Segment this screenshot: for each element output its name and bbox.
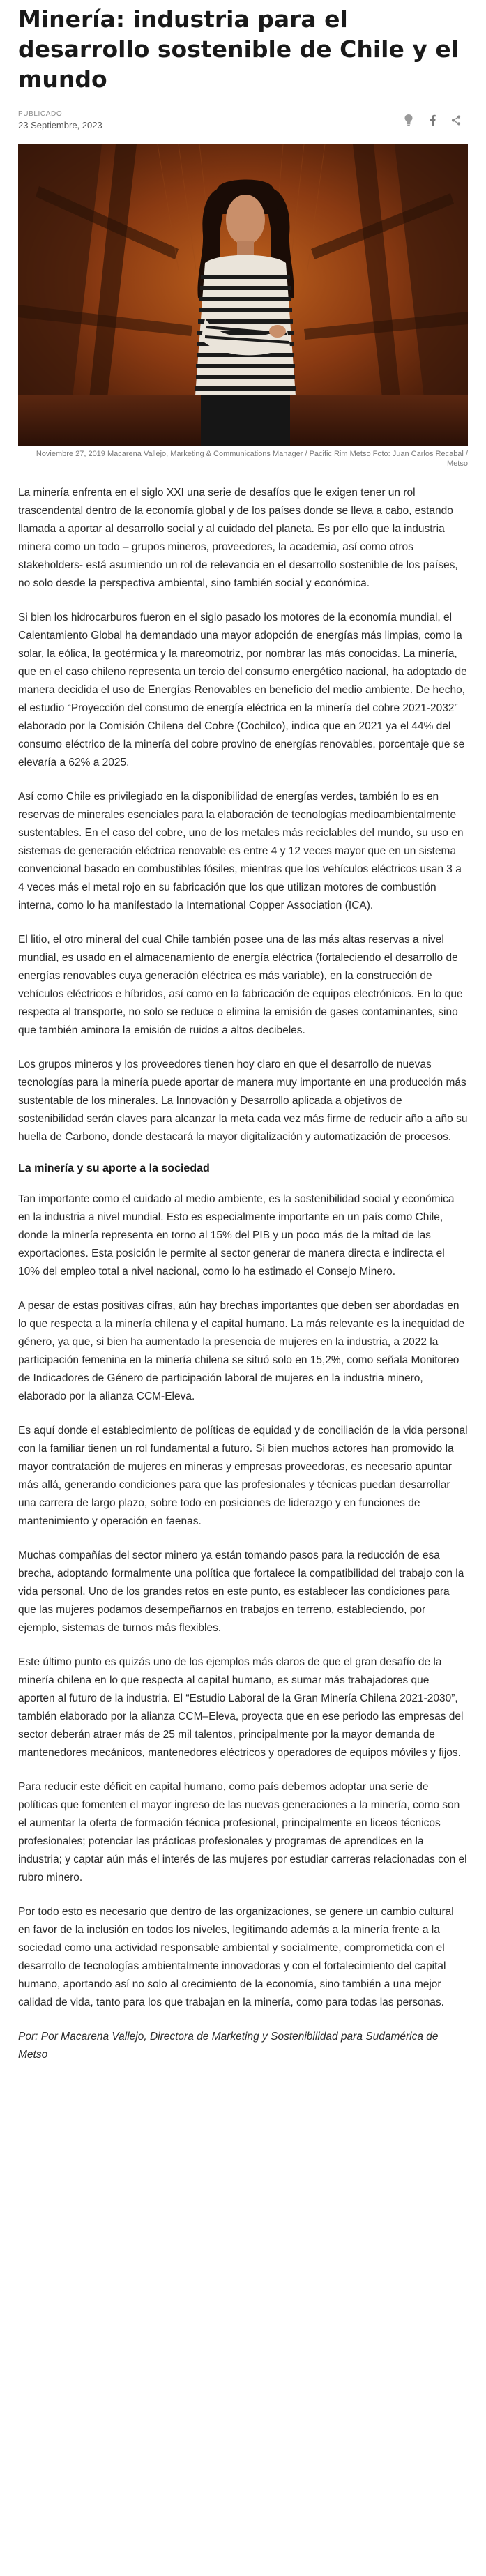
paragraph: Así como Chile es privilegiado en la disponibilidad de energías verdes, también lo es en reservas de minerales esenciales para la elaboración de tecnologías medioambientalmente sustentables. En el caso del cobre, uno de los metales más reciclables del mundo, su uso en sistemas de generación eléctrica renovable es entre 4 y 12 veces mayor que en un sistema convencional basado en combustibles fósiles, mientras que los vehículos eléctricos usan 3 a 4 veces más el metal rojo en su fabricación que los que utilizan motores de combustión interna, como lo ha manifestado la International Copper Association (ICA). — [18, 791, 464, 911]
paragraph: Si bien los hidrocarburos fueron en el siglo pasado los motores de la economía mundial, el Calentamiento Global ha demandado una mayor adopción de energías más limpias, como la solar, la eólica, la geotérmica y la mareomotriz, por nombrar las más conocidas. La minería, que en el caso chileno representa un tercio del consumo energético nacional, ha adoptado de manera decidida el uso de Energías Renovables en beneficio del medio ambiente. De hecho, el estudio “Proyección del consumo de energía eléctrica en la minería del cobre 2021-2032” elaborado por la Comisión Chilena del Cobre (Cochilco), indica que en 2021 ya el 44% del consumo eléctrico de la minería del cobre provino de energías renovables, porcentaje que se elevaría a 62% a 2025. — [18, 612, 467, 768]
article-title: Minería: industria para el desarrollo sostenible de Chile y el mundo — [18, 6, 460, 93]
section-heading: La minería y su aporte a la sociedad — [18, 1162, 210, 1174]
paragraph: Este último punto es quizás uno de los ejemplos más claros de que el gran desafío de la minería chilena en lo que respecta al capital humano, es sumar más trabajadores que aporten al futuro de la industria. El “Estudio Laboral de la Gran Minería Chilena 2021-2030”, también elaborado por la alianza CCM–Eleva, proyecta que en ese periodo las empresas del sector deberán atraer más de 25 mil talentos, principalmente por la mayor demanda de mantenedores mecánicos, mantenedores eléctricos y operadores de equipos móviles y fijos. — [18, 1656, 464, 1759]
share-icon[interactable] — [444, 109, 468, 130]
paragraph: Muchas compañías del sector minero ya están tomando pasos para la reducción de esa brecha, adoptando formalmente una política que fortalece la compatibilidad del trabajo con la vida personal. Uno de los grandes retos en este punto, es establecer las condiciones para que las mujeres podamos desempeñarnos en trabajos en terreno, estableciendo, por ejemplo, sistemas de turnos más flexibles. — [18, 1550, 464, 1634]
byline-prefix: Por: — [18, 2031, 41, 2043]
photo-caption: Noviembre 27, 2019 Macarena Vallejo, Marketing & Communications Manager / Pacific Rim Metso Foto: Juan Carlos Recabal / Metso — [36, 450, 468, 468]
share-bar — [397, 109, 468, 130]
paragraph: Es aquí donde el establecimiento de políticas de equidad y de conciliación de la vida personal con la familiar tienen un rol fundamental a futuro. Si bien muchos actores han promovido la mayor contratación de mujeres en mineras y empresas proveedoras, es necesario apuntar más allá, generando condiciones para que las profesionales y técnicas puedan desarrollar una carrera de largo plazo, sobre todo en posiciones de liderazgo y en funciones de mantenimiento y operación en faenas. — [18, 1425, 468, 1527]
article-body — [18, 484, 468, 2064]
paragraph: El litio, el otro mineral del cual Chile también posee una de las más altas reservas a nivel mundial, es usado en el almacenamiento de energía eléctrica (fortaleciendo el desarrollo de energías renovables cuya generación eléctrica es más variable), en la construcción de vehículos eléctricos e híbridos, así como en la fabricación de equipos electrónicos. En lo que respecta al transporte, no solo se reduce o elimina la emisión de gases contaminantes, sino que también aminora la emisión de ruidos a altos decibeles. — [18, 934, 463, 1036]
paragraph: Por todo esto es necesario que dentro de las organizaciones, se genere un cambio cultural en favor de la inclusión en todos los niveles, legitimando además a la minería frente a la sociedad como una actividad responsable ambiental y socialmente, comprometida con el desarrollo de tecnologías ambientalmente innovadoras y con el fortalecimiento del capital humano, aportando así no solo al crecimiento de la economía, sino también a una mejor calidad de vida, tanto para los que trabajan en la minería, como para todas las personas. — [18, 1906, 454, 2008]
author-byline — [18, 2028, 468, 2064]
published-date: 23 Septiembre, 2023 — [18, 119, 102, 130]
paragraph: A pesar de estas positivas cifras, aún hay brechas importantes que deben ser abordadas en lo que respecta a la minería chilena y el capital humano. La más relevante es la inequidad de género, ya que, si bien ha aumentado la presencia de mujeres en la industria, a 2022 la participación femenina en la minería chilena se situó solo en 15,2%, como señala Monitoreo de Indicadores de Género de participación laboral de mujeres en la industria minero, elaborado por la alianza CCM-Eleva. — [18, 1300, 465, 1402]
article-meta — [18, 108, 468, 132]
published-label: PUBLICADO — [18, 109, 63, 118]
article-photo — [18, 144, 468, 446]
byline-text: Por Macarena Vallejo, Directora de Marketing y Sostenibilidad para Sudamérica de Metso — [18, 2031, 439, 2061]
paragraph: La minería enfrenta en el siglo XXI una serie de desafíos que le exigen tener un rol trascendental dentro de la economía global y de los países donde se lleva a cabo, estando llamada a aportar al desarrollo social y al cuidado del planeta. Es por ello que la industria minera como un todo – grupos mineros, proveedores, la academia, así como otros stakeholders- está asumiendo un rol de relevancia en el desarrollo sostenible de los países, no solo desde la perspectiva ambiental, sino también social y económica. — [18, 487, 458, 589]
lightbulb-icon[interactable] — [397, 109, 420, 130]
published-info — [18, 110, 102, 130]
paragraph: Los grupos mineros y los proveedores tienen hoy claro en que el desarrollo de nuevas tecnologías para la minería puede aportar de manera muy importante en una producción más sustentable de los minerales. La Innovación y Desarrollo aplicada a objetivos de sostenibilidad serán claves para alcanzar la meta cada vez más firme de reducir año a año su huella de Carbono, donde destacará la mayor digitalización y automatización de procesos. — [18, 1059, 468, 1143]
paragraph: Para reducir este déficit en capital humano, como país debemos adoptar una serie de políticas que fomenten el mayor ingreso de las nuevas generaciones a la minería, como son el aumentar la oferta de formación técnica profesional, principalmente en liceos técnicos profesionales; potenciar las prácticas profesionales y programas de aprendices en la industria; y captar aún más el interés de las mujeres por estudiar carreras relacionadas con el rubro minero. — [18, 1781, 467, 1884]
paragraph: Tan importante como el cuidado al medio ambiente, es la sostenibilidad social y económica en la industria a nivel mundial. Esto es especialmente importante en un país como Chile, donde la minería representa en torno al 15% del PIB y un poco más de la mitad de las exportaciones. Esta posición le permite al sector generar de manera directa e indirecta el 10% del empleo total a nivel nacional, como lo ha estimado el Consejo Minero. — [18, 1193, 455, 1278]
facebook-icon[interactable] — [420, 109, 444, 130]
